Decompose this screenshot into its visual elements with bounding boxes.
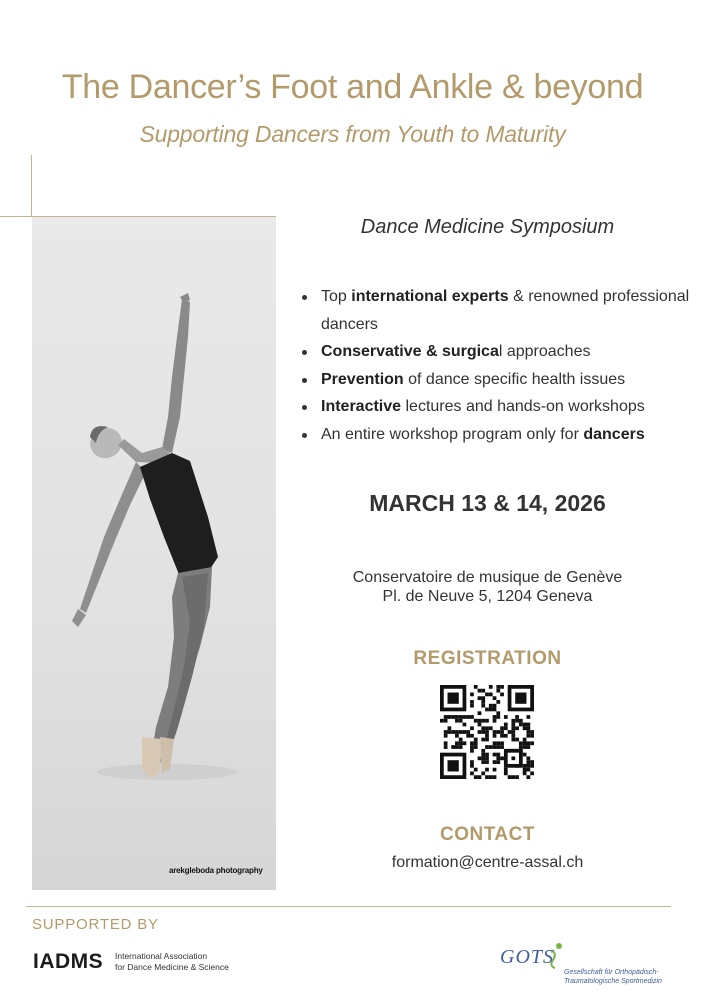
registration-title: REGISTRATION [413, 648, 562, 669]
list-item: Interactive lectures and hands-on workshops [300, 393, 690, 421]
venue-address: Pl. de Neuve 5, 1204 Geneva [382, 588, 593, 605]
list-item: Top international experts & renowned professional dancers [300, 283, 690, 338]
iadms-full-name: International Association for Dance Medicine & Science [115, 951, 229, 972]
list-item: An entire workshop program only for dancers [300, 421, 690, 449]
supported-by-label: SUPPORTED BY [32, 916, 159, 933]
photo-credit: arekgleboda photography [169, 866, 263, 875]
list-item: Prevention of dance specific health issues [300, 366, 690, 394]
venue-name: Conservatoire de musique de Genève [352, 569, 623, 586]
iadms-logo: IADMS [33, 950, 104, 973]
event-venue [300, 568, 675, 606]
contact-title: CONTACT [440, 824, 535, 845]
gots-full-name: Gesellschaft für Orthopädisch- Traumatologische Sportmedizin [564, 969, 662, 985]
footer-divider [26, 906, 671, 907]
page-subtitle: Supporting Dancers from Youth to Maturity [139, 121, 566, 147]
qr-code-icon[interactable] [440, 685, 534, 779]
contact-email-link[interactable]: formation@centre-assal.ch [391, 854, 584, 871]
feature-list [300, 283, 690, 448]
event-date: MARCH 13 & 14, 2026 [369, 490, 606, 516]
gots-logo: GOTS [500, 946, 555, 968]
dancer-photo [32, 217, 276, 890]
event-type: Dance Medicine Symposium [360, 216, 615, 238]
page-title: The Dancer’s Foot and Ankle & beyond [61, 68, 644, 106]
dancer-silhouette [32, 217, 276, 890]
decorative-vertical-line [31, 155, 32, 217]
list-item: Conservative & surgical approaches [300, 338, 690, 366]
